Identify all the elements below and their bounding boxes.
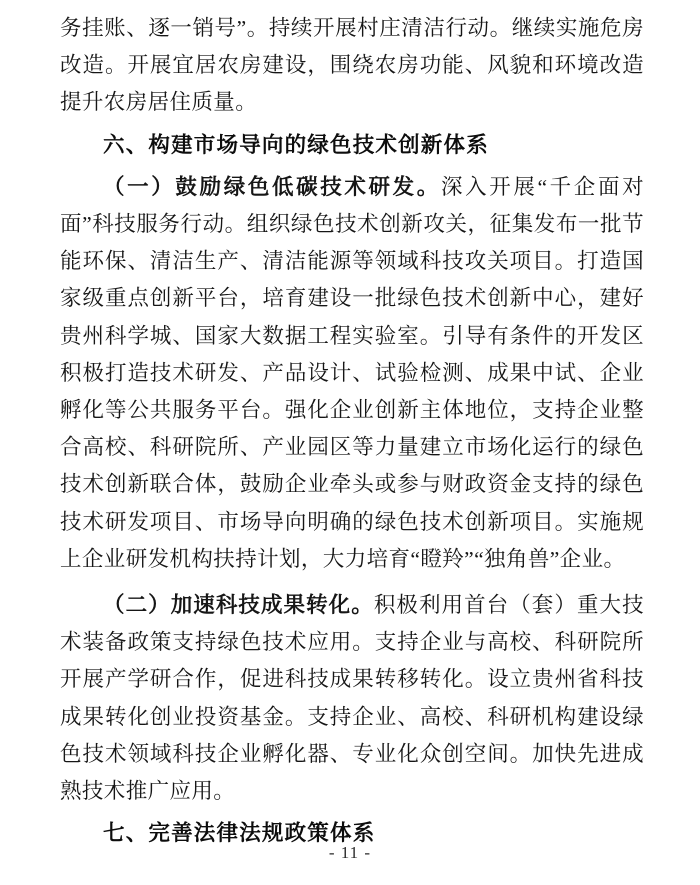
- paragraph-item-two: [60, 587, 644, 810]
- section-heading-six: 六、构建市场导向的绿色技术创新体系: [103, 132, 489, 157]
- page-number: - 11 -: [328, 843, 372, 862]
- paragraph-item-two-lead: （二）加速科技成果转化。: [103, 593, 374, 618]
- section-heading-seven: 七、完善法律法规政策体系: [103, 821, 376, 846]
- paragraph-item-one: [60, 169, 644, 578]
- paragraph-item-one-lead: （一）鼓励绿色低碳技术研发。: [103, 174, 441, 199]
- paragraph-item-one-body: 深入开展“千企面对面”科技服务行动。组织绿色技术创新攻关，征集发布一批节能环保、清洁生产、清洁能源等领域科技攻关项目。打造国家级重点创新平台，培育建设一批绿色技术创新中心，建好贵州科学城、国家大数据工程实验室。引导有条件的开发区积极打造技术研发、产品设计、试验检测、成果中试、企业孵化等公共服务平台。强化企业创新主体地位，支持企业整合高校、科研院所、产业园区等力量建立市场化运行的绿色技术创新联合体，鼓励企业牵头或参与财政资金支持的绿色技术研发项目、市场导向明确的绿色技术创新项目。实施规上企业研发机构扶持计划，大力培育“瞪羚”“独角兽”企业。: [60, 174, 644, 571]
- spacer: [60, 578, 644, 587]
- paragraph-item-two-body: 积极利用首台（套）重大技术装备政策支持绿色技术应用。支持企业与高校、科研院所开展产学研合作，促进科技成果转移转化。设立贵州省科技成果转化创业投资基金。支持企业、高校、科研机构建设绿色技术领域科技企业孵化器、专业化众创空间。加快先进成熟技术推广应用。: [60, 593, 644, 804]
- paragraph-continued: 务挂账、逐一销号”。持续开展村庄清洁行动。继续实施危房改造。开展宜居农房建设，围绕农房功能、风貌和环境改造提升农房居住质量。: [60, 16, 644, 115]
